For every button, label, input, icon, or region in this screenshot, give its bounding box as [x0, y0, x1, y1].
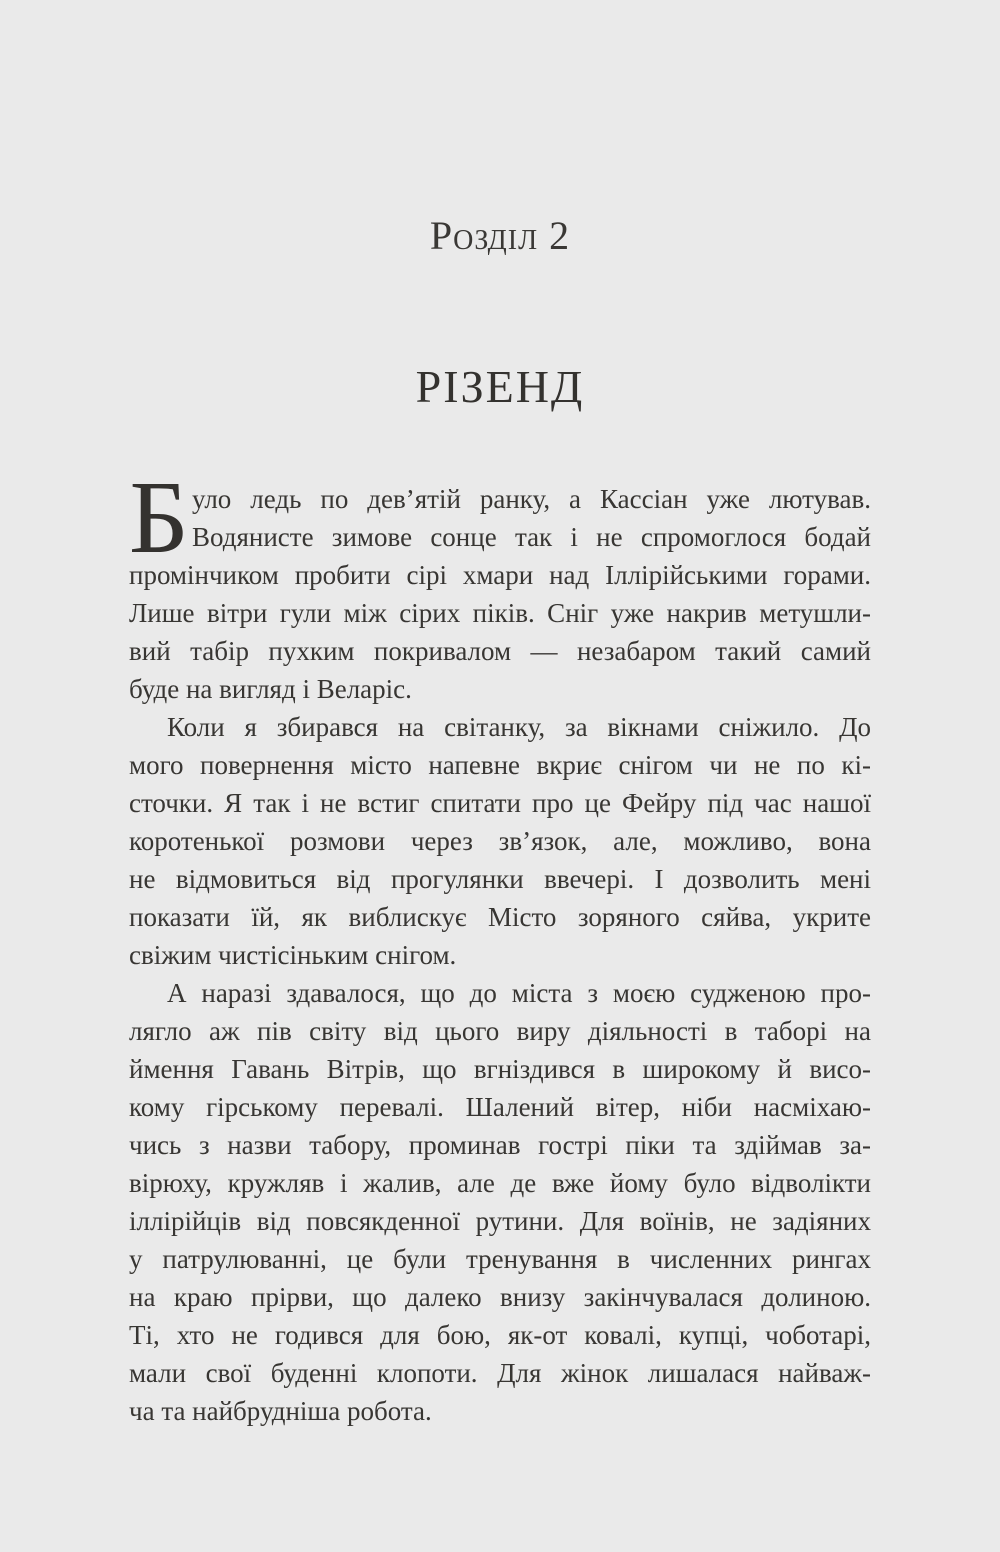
text-block [129, 460, 871, 1430]
text-line: чись з назви табору, проминав гострі піки та здіймав за- [129, 1130, 871, 1160]
text-line: буде на вигляд і Веларіс. [129, 674, 412, 704]
text-line: Коли я збирався на світанку, за вікнами сніжило. До [167, 712, 871, 742]
text-line: Лише вітри гули між сірих піків. Сніг уже накрив метушли- [129, 598, 871, 628]
text-line: не відмовиться від прогулянки ввечері. І дозволить мені [129, 864, 871, 894]
text-line: вірюху, кружляв і жалив, але де вже йому було відволікти [129, 1168, 871, 1198]
text-line: ча та найбрудніша робота. [129, 1396, 432, 1426]
text-line: вий табір пухким покривалом — незабаром такий самий [129, 636, 871, 666]
text-line: промінчиком пробити сірі хмари над Іллірійськими горами. [129, 560, 871, 590]
text-line: свіжим чистісіньким снігом. [129, 940, 457, 970]
text-line: Ті, хто не годився для бою, як-от ковалі, купці, чоботарі, [129, 1320, 871, 1350]
drop-cap: Б [129, 460, 189, 575]
text-line: ймення Гавань Вітрів, що вгніздився в широкому й висо- [129, 1054, 871, 1084]
text-line: Водянисте зимове сонце так і не спромоглося бодай [192, 522, 871, 552]
text-line: на краю прірви, що далеко внизу закінчувалася долиною. [129, 1282, 871, 1312]
text-line: уло ледь по дев’ятій ранку, а Кассіан уже лютував. [192, 484, 871, 514]
text-line: коротенької розмови через зв’язок, але, можливо, вона [129, 826, 871, 856]
text-line: кому гірському перевалі. Шалений вітер, ніби насміхаю- [129, 1092, 871, 1122]
paragraph [129, 708, 871, 974]
chapter-title: РІЗЕНД [415, 361, 585, 412]
text-line: А наразі здавалося, що до міста з моєю судженою про- [167, 978, 871, 1008]
paragraph [129, 460, 871, 708]
chapter-label: Розділ 2 [429, 213, 571, 258]
text-line: у патрулюванні, це були тренування в численних рингах [129, 1244, 871, 1274]
text-line: мого повернення місто напевне вкриє снігом чи не по кі- [129, 750, 871, 780]
paragraph [129, 974, 871, 1430]
text-line: показати їй, як виблискує Місто зоряного сяйва, укрите [129, 902, 871, 932]
text-line: мали свої буденні клопоти. Для жінок лишалася найваж- [129, 1358, 871, 1388]
text-line: лягло аж пів світу від цього виру діяльності в таборі на [129, 1016, 871, 1046]
text-line: сточки. Я так і не встиг спитати про це Фейру під час нашої [129, 788, 871, 818]
text-line: іллірійців від повсякденної рутини. Для воїнів, не задіяних [129, 1206, 871, 1236]
